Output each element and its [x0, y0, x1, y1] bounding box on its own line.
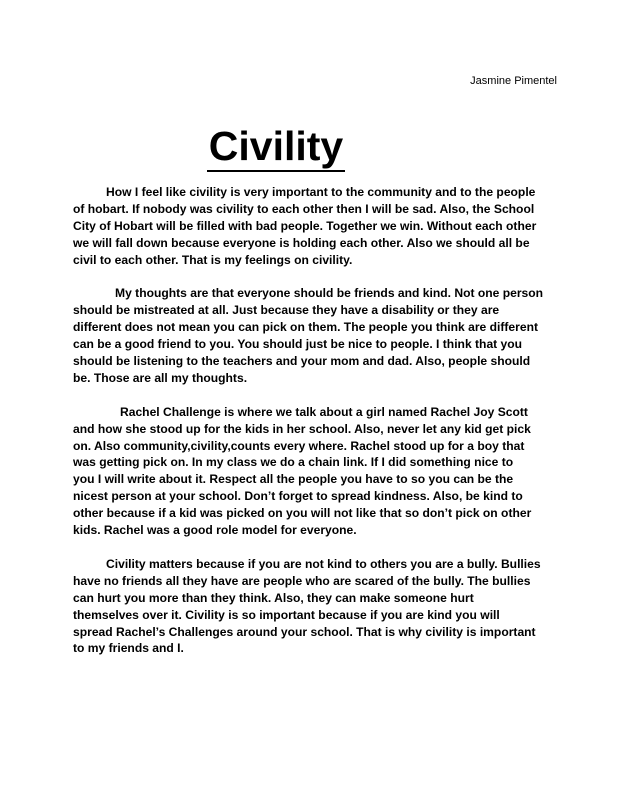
document-title: Civility: [207, 122, 345, 172]
paragraph-1-text: How I feel like civility is very important to the community and to the people of hobart. If nobody was civility to each other then I will be sad. Also, the School City of Hobart will be filled with bad people. Together we win. Without each other we will fall down because everyone is holding each other. Also we should all be civil to each other. That is my feelings on civility.: [73, 185, 537, 267]
paragraph-2: [73, 285, 547, 386]
paragraph-2-text: My thoughts are that everyone should be friends and kind. Not one person should be mistreated at all. Just because they have a disability or they are different does not mean you can pick on them. The people you think are different can be a good friend to you. You should just be nice to people. I think that you should be listening to the teachers and your mom and dad. Also, people should be. Those are all my thoughts.: [73, 286, 544, 385]
paragraph-4: [73, 556, 547, 657]
paragraph-3: [73, 404, 547, 539]
essay-body: [73, 184, 547, 674]
paragraph-3-text: Rachel Challenge is where we talk about a girl named Rachel Joy Scott and how she stood up for the kids in her school. Also, never let any kid get pick on. Also community,civility,counts every where. Rachel stood up for a boy that was getting pick on. In my class we do a chain link. If I did something nice to you I will write about it. Respect all the people you have to so you can be the nicest person at your school. Don’t forget to spread kindness. Also, be kind to other because if a kid was picked on you will not like that so don’t pick on other kids. Rachel was a good role model for everyone.: [73, 404, 532, 538]
paragraph-1: [73, 184, 547, 269]
author-name: Jasmine Pimentel: [470, 75, 557, 87]
paragraph-4-text: Civility matters because if you are not kind to others you are a bully. Bullies have no friends all they have are people who are scared of the bully. The bullies can hurt you more than they think. Also, they can make someone hurt themselves over it. Civility is so important because if you are kind you will spread Rachel’s Challenges around your school. That is why civility is important to my friends and I.: [73, 556, 541, 656]
title-container: [0, 122, 552, 172]
